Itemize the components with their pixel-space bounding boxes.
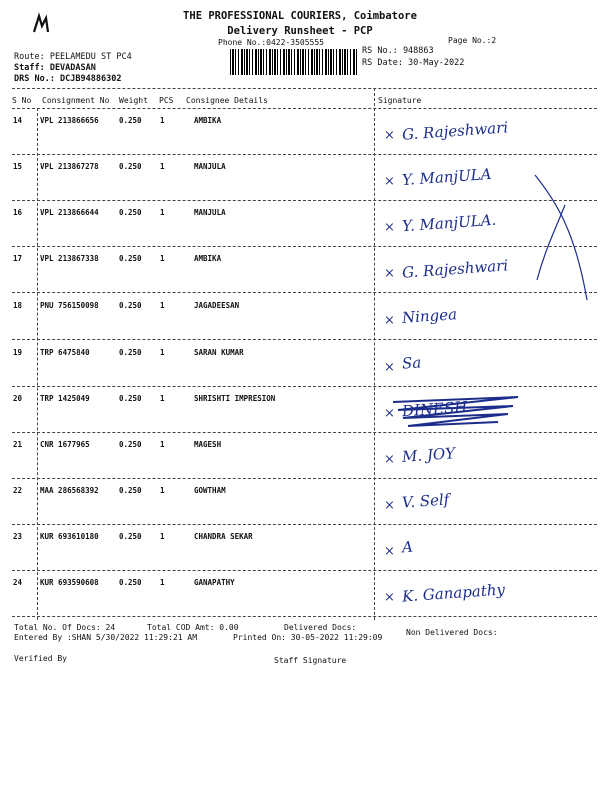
row-signature: [378, 576, 598, 620]
row-weight: 0.250: [119, 532, 142, 541]
row-signature: [378, 438, 598, 482]
row-pcs: 1: [160, 440, 165, 449]
row-pcs: 1: [160, 301, 165, 310]
row-pcs: 1: [160, 254, 165, 263]
signature-text: Sa: [401, 353, 422, 373]
row-weight: 0.250: [119, 301, 142, 310]
row-separator: [12, 478, 597, 479]
signature-text: DINESH: [401, 397, 468, 421]
row-consignee: GOWTHAM: [194, 486, 226, 495]
row-sno: 24: [13, 578, 23, 587]
barcode-image: [230, 49, 357, 75]
row-weight: 0.250: [119, 486, 142, 495]
row-consignee: JAGADEESAN: [194, 301, 240, 310]
total-cod: Total COD Amt: 0.00: [147, 623, 239, 632]
column-divider: [37, 108, 38, 620]
row-weight: 0.250: [119, 254, 142, 263]
staff-signature-label: Staff Signature: [274, 656, 347, 665]
signature-text: V. Self: [401, 490, 450, 512]
rs-number: RS No.: 948863: [362, 46, 434, 56]
row-pcs: 1: [160, 348, 165, 357]
col-pcs-header: PCS: [159, 96, 174, 105]
signature-mark-icon: ×: [384, 544, 395, 559]
row-separator: [12, 339, 597, 340]
signature-mark-icon: ×: [384, 498, 395, 513]
row-separator: [12, 570, 597, 571]
row-signature: [378, 346, 598, 390]
signature-text: A: [401, 537, 414, 557]
col-consignee-header: Consignee Details: [186, 96, 268, 105]
row-pcs: 1: [160, 578, 165, 587]
row-separator: [12, 154, 597, 155]
total-docs: Total No. Of Docs: 24: [14, 623, 116, 632]
row-separator: [12, 432, 597, 433]
staff-label: Staff: DEVADASAN: [14, 63, 96, 73]
row-consignment-no: VPL 213867278: [40, 162, 99, 171]
row-weight: 0.250: [119, 440, 142, 449]
row-separator: [12, 524, 597, 525]
row-weight: 0.250: [119, 116, 142, 125]
row-sno: 14: [13, 116, 23, 125]
row-sno: 16: [13, 208, 23, 217]
company-title: THE PROFESSIONAL COURIERS, Coimbatore: [183, 10, 417, 22]
row-consignment-no: PNU 756150098: [40, 301, 99, 310]
signature-mark-icon: ×: [384, 313, 395, 328]
delivered-docs: Delivered Docs:: [284, 623, 357, 632]
signature-text: Y. ManjULA.: [401, 210, 497, 236]
row-separator: [12, 246, 597, 247]
row-signature: [378, 484, 598, 528]
non-delivered-docs: Non Delivered Docs:: [406, 628, 498, 637]
row-separator: [12, 292, 597, 293]
signature-scribble-icon: [388, 392, 528, 432]
signature-mark-icon: ×: [384, 360, 395, 375]
verified-by-label: Verified By: [14, 654, 67, 663]
row-separator: [12, 616, 597, 617]
pen-stroke-icon: [525, 170, 595, 310]
signature-mark-icon: ×: [384, 174, 395, 189]
col-sno-header: S No: [12, 96, 32, 105]
row-pcs: 1: [160, 116, 165, 125]
row-consignee: MANJULA: [194, 162, 226, 171]
row-signature: [378, 114, 598, 158]
signature-text: G. Rajeshwari: [401, 256, 509, 282]
row-consignee: AMBIKA: [194, 254, 222, 263]
row-consignment-no: TRP 1425049: [40, 394, 90, 403]
row-consignment-no: KUR 693590608: [40, 578, 99, 587]
signature-mark-icon: ×: [384, 128, 395, 143]
row-consignee: MAGESH: [194, 440, 222, 449]
row-consignment-no: MAA 286568392: [40, 486, 99, 495]
rs-date: RS Date: 30-May-2022: [362, 58, 465, 68]
signature-text: G. Rajeshwari: [401, 118, 509, 144]
row-pcs: 1: [160, 532, 165, 541]
signature-text: M. JOY: [401, 444, 456, 466]
row-weight: 0.250: [119, 578, 142, 587]
signature-mark-icon: ×: [384, 406, 395, 421]
row-weight: 0.250: [119, 162, 142, 171]
table-top-rule: [12, 88, 597, 89]
row-weight: 0.250: [119, 348, 142, 357]
row-consignee: CHANDRA SEKAR: [194, 532, 253, 541]
route-label: Route: PEELAMEDU ST PC4: [14, 52, 132, 62]
row-consignee: SARAN KUMAR: [194, 348, 244, 357]
signature-column-divider: [374, 88, 375, 620]
drs-number: DRS No.: DCJB94886302: [14, 74, 122, 84]
row-consignee: AMBIKA: [194, 116, 222, 125]
table-header-rule: [12, 108, 597, 109]
col-weight-header: Weight: [119, 96, 148, 105]
document-subtitle: Delivery Runsheet - PCP: [227, 25, 373, 37]
row-pcs: 1: [160, 486, 165, 495]
row-consignment-no: VPL 213866644: [40, 208, 99, 217]
row-sno: 22: [13, 486, 23, 495]
printed-on: Printed On: 30-05-2022 11:29:09: [233, 633, 383, 642]
phone-number: Phone No.:0422-3505555: [218, 38, 324, 47]
row-weight: 0.250: [119, 208, 142, 217]
signature-text: Ningea: [401, 305, 458, 327]
row-separator: [12, 386, 597, 387]
signature-text: K. Ganapathy: [401, 580, 506, 606]
row-consignee: GANAPATHY: [194, 578, 235, 587]
row-pcs: 1: [160, 394, 165, 403]
signature-text: Y. ManjULA: [401, 164, 493, 190]
row-consignee: MANJULA: [194, 208, 226, 217]
col-signature-header: Signature: [378, 96, 422, 105]
row-consignment-no: KUR 693610180: [40, 532, 99, 541]
row-sno: 20: [13, 394, 23, 403]
row-consignment-no: TRP 6475840: [40, 348, 90, 357]
signature-mark-icon: ×: [384, 220, 395, 235]
signature-mark-icon: ×: [384, 266, 395, 281]
row-sno: 21: [13, 440, 23, 449]
signature-mark-icon: ×: [384, 452, 395, 467]
row-separator: [12, 200, 597, 201]
row-consignment-no: VPL 213867338: [40, 254, 99, 263]
row-pcs: 1: [160, 162, 165, 171]
page-number: Page No.:2: [448, 36, 497, 45]
entered-by: Entered By :SHAN 5/30/2022 11:29:21 AM: [14, 633, 198, 642]
row-consignment-no: VPL 213866656: [40, 116, 99, 125]
row-consignee: SHRISHTI IMPRESION: [194, 394, 276, 403]
row-consignment-no: CNR 1677965: [40, 440, 90, 449]
row-sno: 18: [13, 301, 23, 310]
row-weight: 0.250: [119, 394, 142, 403]
row-sno: 15: [13, 162, 23, 171]
col-consignment-header: Consignment No: [42, 96, 110, 105]
row-sno: 23: [13, 532, 23, 541]
row-signature: [378, 530, 598, 574]
row-pcs: 1: [160, 208, 165, 217]
row-sno: 19: [13, 348, 23, 357]
row-sno: 17: [13, 254, 23, 263]
signature-mark-icon: ×: [384, 590, 395, 605]
